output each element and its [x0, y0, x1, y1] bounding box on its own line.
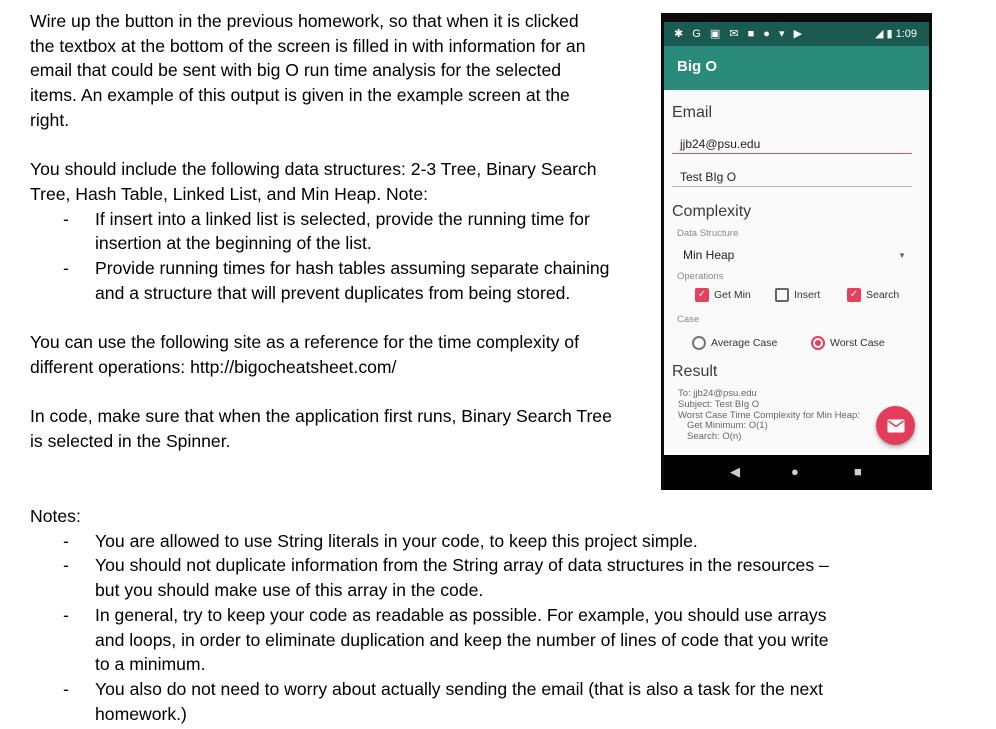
app-bar: [664, 46, 929, 90]
checkbox-insert[interactable]: [775, 288, 820, 302]
result-line: Search: O(n): [687, 431, 742, 443]
notes-heading: Notes:: [30, 506, 81, 526]
notes-item-line: to a minimum.: [95, 654, 206, 675]
intro-line: right.: [30, 109, 70, 130]
nav-bar: [664, 455, 929, 490]
checkbox-unchecked-icon: [775, 288, 789, 302]
checkbox-label: Insert: [794, 289, 821, 301]
note-bullet-line: Provide running times for hash tables assuming separate chaining: [95, 258, 610, 279]
radio-average-case[interactable]: [692, 336, 777, 350]
intro-line: email that could be sent with big O run time analysis for the selected: [30, 60, 562, 81]
chevron-down-icon: ▼: [898, 251, 906, 260]
bullet-dash: -: [63, 678, 69, 699]
send-email-button[interactable]: [876, 406, 915, 445]
status-clock: ◢ ▮ 1:09: [874, 28, 917, 40]
checkbox-checked-icon: ✓: [695, 288, 709, 302]
checkbox-checked-icon: ✓: [847, 288, 861, 302]
status-icons: ✱ G ▣ ✉ ■ ● ▾ ▶: [674, 28, 806, 40]
result-line: Subject: Test BIg O: [678, 398, 760, 410]
data-structure-label: Data Structure: [677, 228, 739, 239]
reference-line: different operations: http://bigocheatsheet.com/: [30, 356, 397, 377]
checkbox-label: Get Min: [714, 289, 751, 301]
note-bullet-line: insertion at the beginning of the list.: [95, 233, 372, 254]
checkbox-search[interactable]: [847, 288, 899, 302]
mail-icon: [887, 419, 905, 433]
radio-worst-case[interactable]: [811, 336, 885, 350]
notes-item-line: and loops, in order to eliminate duplication and keep the number of lines of code that you write: [95, 629, 829, 650]
checkbox-label: Search: [866, 289, 900, 301]
note-bullet: [30, 207, 645, 256]
assignment-text: [30, 9, 645, 454]
bullet-dash: -: [63, 208, 69, 229]
notes-item: [30, 677, 930, 726]
bullet-dash: -: [63, 555, 69, 576]
status-bar: [664, 22, 929, 46]
complexity-heading: Complexity: [672, 203, 752, 220]
subject-field[interactable]: Test BIg O: [672, 165, 912, 187]
notes-item-line: but you should make use of this array in the code.: [95, 580, 484, 601]
recent-apps-icon[interactable]: ■: [854, 464, 862, 479]
phone-screenshot: [661, 13, 932, 490]
notes-item: [30, 529, 930, 554]
notes-item-line: homework.): [95, 703, 187, 724]
back-icon[interactable]: ◀: [730, 464, 740, 479]
app-screen: [664, 90, 929, 455]
bullet-dash: -: [63, 258, 69, 279]
radio-label: Average Case: [711, 337, 778, 349]
result-line: Get Minimum: O(1): [687, 420, 768, 432]
spinner-line: In code, make sure that when the application first runs, Binary Search Tree: [30, 406, 612, 427]
data-structure-spinner[interactable]: [672, 245, 912, 265]
email-heading: Email: [672, 104, 713, 121]
result-line: To: jjb24@psu.edu: [678, 388, 757, 399]
structures-line: Tree, Hash Table, Linked List, and Min Heap. Note:: [30, 183, 429, 204]
note-bullet: [30, 256, 645, 305]
app-title: Big O: [677, 58, 717, 75]
notes-item: [30, 603, 930, 677]
note-bullet-line: and a structure that will prevent duplicates from being stored.: [95, 282, 571, 303]
result-textbox[interactable]: [678, 389, 878, 443]
operations-label: Operations: [677, 271, 724, 282]
radio-selected-icon: [811, 336, 825, 350]
radio-unselected-icon: [692, 336, 706, 350]
bullet-dash: -: [63, 604, 69, 625]
notes-item: [30, 553, 930, 602]
notes-item-line: You are allowed to use String literals in your code, to keep this project simple.: [95, 530, 698, 551]
bullet-dash: -: [63, 530, 69, 551]
structures-line: You should include the following data structures: 2-3 Tree, Binary Search: [30, 159, 597, 180]
notes-item-line: In general, try to keep your code as readable as possible. For example, you should use arrays: [95, 604, 827, 625]
spinner-value: Min Heap: [683, 248, 735, 262]
email-field[interactable]: jjb24@psu.edu: [672, 132, 912, 154]
notes-item-line: You should not duplicate information from the String array of data structures in the resources –: [95, 555, 829, 576]
case-label: Case: [677, 314, 700, 325]
result-line: Worst Case Time Complexity for Min Heap:: [678, 409, 860, 421]
note-bullet-line: If insert into a linked list is selected, provide the running time for: [95, 208, 590, 229]
notes-section: [30, 504, 930, 726]
intro-line: Wire up the button in the previous homework, so that when it is clicked: [30, 11, 579, 31]
home-icon[interactable]: ●: [791, 464, 799, 479]
reference-line: You can use the following site as a reference for the time complexity of: [30, 332, 579, 353]
spinner-line: is selected in the Spinner.: [30, 430, 231, 451]
checkbox-get-min[interactable]: [695, 288, 751, 302]
intro-line: items. An example of this output is given in the example screen at the: [30, 85, 570, 106]
result-heading: Result: [672, 363, 718, 380]
notes-item-line: You also do not need to worry about actually sending the email (that is also a task for the next: [95, 678, 823, 699]
radio-label: Worst Case: [830, 337, 885, 349]
intro-line: the textbox at the bottom of the screen is filled in with information for an: [30, 35, 586, 56]
